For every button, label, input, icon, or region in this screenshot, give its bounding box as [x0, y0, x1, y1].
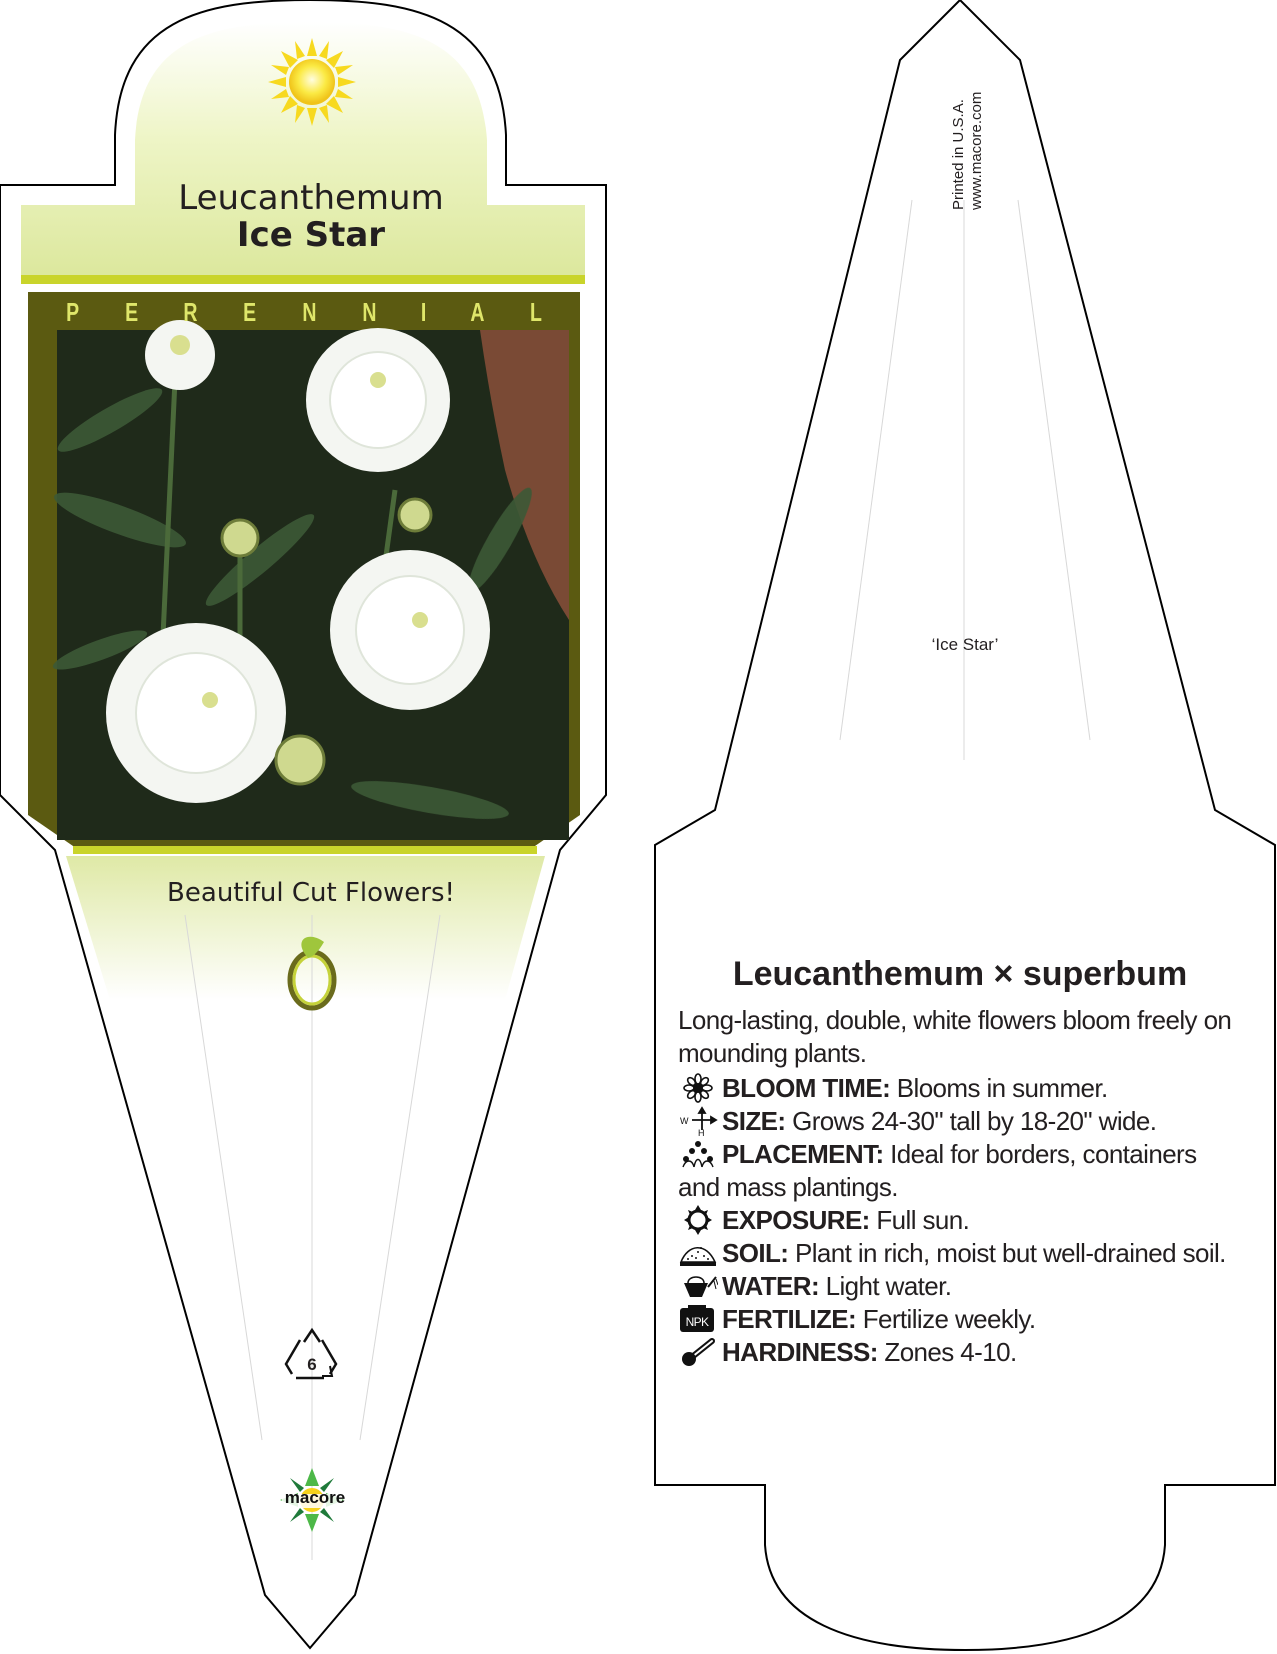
svg-text:H: H [698, 1128, 704, 1136]
attribute-label: SOIL: [722, 1238, 789, 1268]
attribute-label: BLOOM TIME: [722, 1073, 891, 1103]
plant-photo [49, 320, 569, 840]
soil-icon [678, 1238, 718, 1268]
attribute-value: Full sun. [869, 1205, 970, 1235]
attribute-value: Light water. [819, 1271, 952, 1301]
flower-icon [678, 1073, 718, 1103]
attribute-list [678, 1072, 1238, 1369]
attribute-row [678, 1270, 1238, 1303]
attribute-row [678, 1336, 1238, 1369]
placement-icon [678, 1139, 718, 1169]
attribute-row [678, 1237, 1238, 1270]
back-tag [655, 0, 1275, 1650]
npk-icon [678, 1304, 718, 1334]
attribute-row [678, 1138, 1238, 1204]
attribute-value: Plant in rich, moist but well-drained soil. [788, 1238, 1226, 1268]
svg-text:W: W [680, 1116, 688, 1126]
category-letter: L [530, 297, 542, 327]
brand-name: macore [284, 1488, 346, 1507]
category-letter: P [66, 297, 80, 327]
tagline: Beautiful Cut Flowers! [167, 878, 455, 908]
category-letter: E [124, 297, 138, 327]
plant-info [678, 1004, 1238, 1369]
thermometer-icon [678, 1337, 718, 1367]
attribute-value: Zones 4-10. [877, 1337, 1017, 1367]
attribute-value: Ideal for borders, containers and mass plantings. [678, 1139, 1197, 1202]
sun-logo-icon [268, 38, 356, 126]
attribute-value: Blooms in summer. [890, 1073, 1108, 1103]
svg-text:NPK: NPK [685, 1315, 709, 1329]
category-letter: N [361, 297, 377, 327]
category-letter: A [470, 297, 485, 327]
attribute-row [678, 1072, 1238, 1105]
cultivar-name: ‘Ice Star’ [931, 635, 999, 654]
attribute-label: HARDINESS: [722, 1337, 878, 1367]
category-letter: E [243, 297, 257, 327]
category-label [28, 297, 580, 328]
imprint-line-1: Printed in U.S.A. [950, 99, 967, 210]
front-title-cultivar: Ice Star [236, 215, 386, 255]
category-letter: I [420, 297, 426, 327]
attribute-row [678, 1204, 1238, 1237]
imprint-line-2: www.macore.com [968, 91, 985, 210]
attribute-label: EXPOSURE: [722, 1205, 870, 1235]
attribute-value: Fertilize weekly. [856, 1304, 1036, 1334]
attribute-label: PLACEMENT: [722, 1139, 884, 1169]
watering-can-icon [678, 1271, 718, 1301]
description: Long-lasting, double, white flowers bloom freely on mounding plants. [678, 1005, 1232, 1068]
size-arrows-icon [678, 1106, 718, 1136]
imprint [950, 92, 986, 210]
category-letter: R [183, 297, 198, 327]
attribute-label: FERTILIZE: [722, 1304, 857, 1334]
attribute-row [678, 1303, 1238, 1336]
attribute-label: WATER: [722, 1271, 820, 1301]
attribute-row [678, 1105, 1238, 1138]
attribute-label: SIZE: [722, 1106, 786, 1136]
front-title-genus: Leucanthemum [178, 178, 444, 218]
recycle-number: 6 [307, 1355, 317, 1374]
category-letter: N [301, 297, 317, 327]
attribute-value: Grows 24-30" tall by 18-20" wide. [785, 1106, 1157, 1136]
species-name: Leucanthemum × superbum [732, 955, 1188, 993]
sun-icon [678, 1205, 718, 1235]
